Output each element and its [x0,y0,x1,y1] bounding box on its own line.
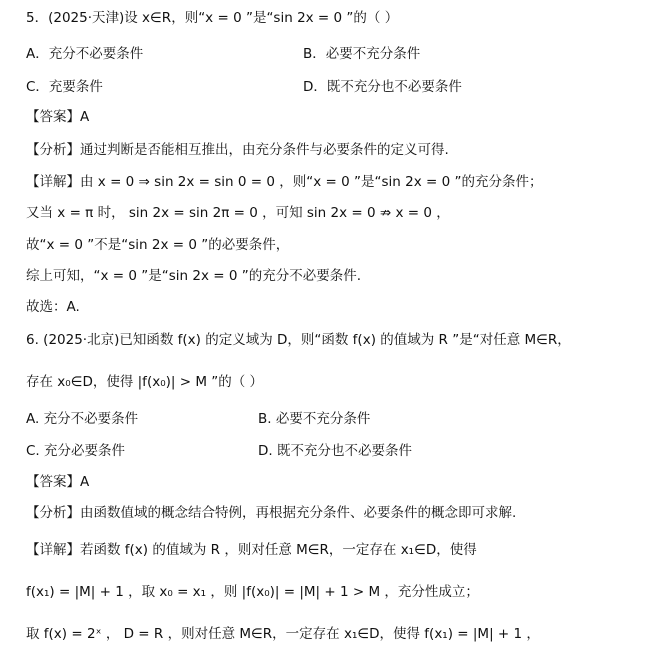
q5-detail-1: 【详解】由 x = 0 ⇒ sin 2x = sin 0 = 0 ，则“x = 0 ”是“sin 2x = 0 ”的充分条件； [26,174,543,190]
q5-answer: 【答案】A [26,109,90,125]
q6-option-c: C. 充分必要条件 [26,443,126,459]
q6-stem-1: 6. (2025·北京)已知函数 f(x) 的定义域为 D，则“函数 f(x) 的值域为 R ”是“对任意 M∈R， [26,332,571,348]
q6-analysis: 【分析】由函数值域的概念结合特例，再根据充分条件、必要条件的概念即可求解. [26,505,517,521]
q5-stem: 5．(2025·天津)设 x∈R，则“x = 0 ”是“sin 2x = 0 ”的（ ） [26,10,399,26]
q6-option-d: D. 既不充分也不必要条件 [258,443,412,459]
q5-option-b: B．必要不充分条件 [303,46,421,62]
q6-detail-2: f(x₁) = |M| + 1 ，取 x₀ = x₁ ，则 |f(x₀)| = |M| + 1 > M ，充分性成立； [26,584,479,600]
q5-option-d: D．既不充分也不必要条件 [303,79,462,95]
q6-detail-3: 取 f(x) = 2ˣ ， D = R ，则对任意 M∈R，一定存在 x₁∈D，使得 f(x₁) = |M| + 1 ， [26,626,540,642]
q6-stem-2: 存在 x₀∈D，使得 |f(x₀)| > M ”的（ ） [26,374,264,390]
q6-answer: 【答案】A [26,474,90,490]
q5-analysis: 【分析】通过判断是否能相互推出，由充分条件与必要条件的定义可得. [26,142,449,158]
q5-option-c: C．充要条件 [26,79,103,95]
q5-detail-3: 故“x = 0 ”不是“sin 2x = 0 ”的必要条件， [26,237,290,253]
q6-detail-1: 【详解】若函数 f(x) 的值域为 R ，则对任意 M∈R，一定存在 x₁∈D，使得 [26,542,477,558]
q5-option-a: A．充分不必要条件 [26,46,144,62]
q5-detail-4: 综上可知，“x = 0 ”是“sin 2x = 0 ”的充分不必要条件. [26,268,362,284]
q6-option-b: B. 必要不充分条件 [258,411,371,427]
q5-detail-2: 又当 x = π 时， sin 2x = sin 2π = 0 ，可知 sin 2x = 0 ⇏ x = 0 ， [26,205,450,221]
q6-option-a: A. 充分不必要条件 [26,411,139,427]
q5-choice: 故选：A. [26,299,80,315]
